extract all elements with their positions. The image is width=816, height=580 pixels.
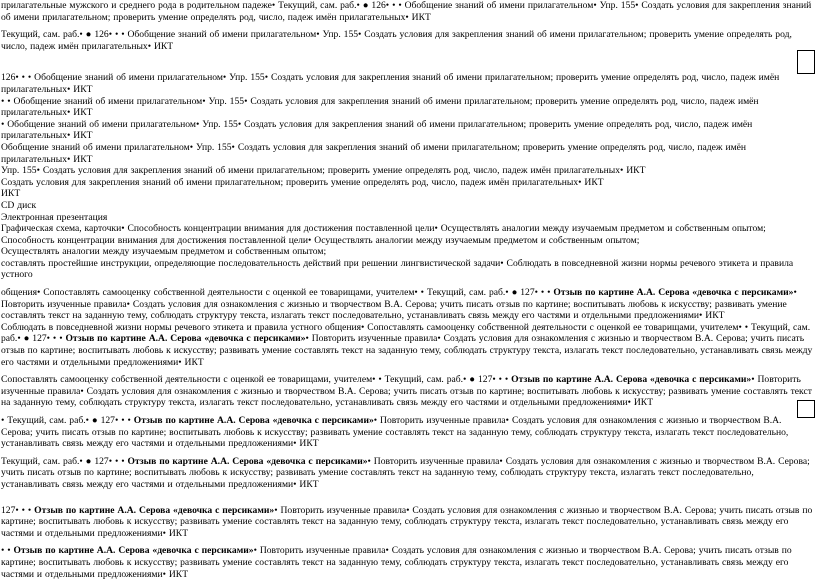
paragraph: ИКТ	[1, 188, 21, 200]
paragraph: Соблюдать в повседневной жизни нормы речевого этикета и правила устного общения• Сопоставлять самооценку собственной деятельности с оценкой ее товарищами, учителем• • Текущий, сам.	[1, 321, 811, 333]
paragraph: • Обобщение знаний об имени прилагательном• Упр. 155• Создать условия для закрепления знаний об имени прилагательном; проверить умение определять род, число, падеж имён прилагательных• ИКТ	[1, 118, 753, 142]
frame-box	[797, 50, 815, 74]
paragraph: Электронная презентация	[1, 211, 108, 223]
paragraph: Обобщение знаний об имени прилагательном• Упр. 155• Создать условия для закрепления знаний об имени прилагательном; проверить умение определять род, число, падеж имён прилагательных• ИКТ	[1, 141, 747, 165]
paragraph: Текущий, сам. раб.• ● 127• • • Отзыв по картине А.А. Серова «девочка с персиками»• Повторить изученные правила• Создать условия для ознакомления с жизнью и творчеством В.А. Серова; учить писать отзыв по картине; воспитывать любовь к искусству; развивать умение составлять текст на заданную тему, соблюдать структуру текста, излагать текст последовательно, устанавливать связь между его частями и отдельными предложениями• ИКТ	[1, 455, 810, 490]
paragraph: общения• Сопоставлять самооценку собственной деятельности с оценкой ее товарищами, учителем• • Текущий, сам. раб.• ● 127• • • Отзыв по картине А.А. Серова «девочка с персиками»• Повторить изученные правила• Создать условия для ознакомления с жизнью и творчеством В.А. Серова; учить писать отзыв по картине; воспитывать любовь к искусству; развивать умение составлять текст на заданную тему, соблюдать структуру текста, излагать текст последовательно, устанавливать связь между его частями и отдельными предложениями• ИКТ	[1, 287, 797, 322]
paragraph: Упр. 155• Создать условия для закрепления знаний об имени прилагательном; проверить умение определять род, число, падеж имён прилагательных• ИКТ	[1, 165, 646, 177]
paragraph: Графическая схема, карточки• Способность концентрации внимания для достижения поставленной цели• Осуществлять аналогии между изучаемым предметом и собственным опытом;	[1, 223, 766, 235]
paragraph: Сопоставлять самооценку собственной деятельности с оценкой ее товарищами, учителем• • Текущий, сам. раб.• ● 127• • • Отзыв по картине А.А. Серова «девочка с персиками»• Повторить изученные правила• Создать условия для ознакомления с жизнью и творчеством В.А. Серова; учить писать отзыв по картине; воспитывать любовь к искусству; развивать умение составлять текст на заданную тему, соблюдать структуру текста, излагать текст последовательно, устанавливать связь между его частями и отдельными предложениями• ИКТ	[1, 374, 812, 409]
paragraph: 127• • • Отзыв по картине А.А. Серова «девочка с персиками»• Повторить изученные правила• Создать условия для ознакомления с жизнью и творчеством В.А. Серова; учить писать отзыв по картине; воспитывать любовь к искусству; развивать умение составлять текст на заданную тему, соблюдать структуру текста, излагать текст последовательно, устанавливать связь между его частями и отдельными предложениями• ИКТ	[1, 504, 813, 539]
paragraph: раб.• ● 127• • • Отзыв по картине А.А. Серова «девочка с персиками»• Повторить изученные правила• Создать условия для ознакомления с жизнью и творчеством В.А. Серова; учить писать отзыв по картине; воспитывать любовь к искусству; развивать умение составлять текст на заданную тему, соблюдать структуру текста, излагать текст последовательно, устанавливать связь между его частями и отдельными предложениями• ИКТ	[1, 333, 813, 368]
paragraph: • Текущий, сам. раб.• ● 127• • • Отзыв по картине А.А. Серова «девочка с персиками»• Повторить изученные правила• Создать условия для ознакомления с жизнью и творчеством В.А. Серова; учить писать отзыв по картине; воспитывать любовь к искусству; развивать умение составлять текст на заданную тему, соблюдать структуру текста, излагать текст последовательно, устанавливать связь между его частями и отдельными предложениями• ИКТ	[1, 415, 789, 450]
paragraph: Текущий, сам. раб.• ● 126• • • Обобщение знаний об имени прилагательном• Упр. 155• Создать условия для закрепления знаний об имени прилагательном; проверить умение определять род, число, падеж имён прилагательных• ИКТ	[1, 29, 792, 52]
paragraph: • • Отзыв по картине А.А. Серова «девочка с персиками»• Повторить изученные правила• Создать условия для ознакомления с жизнью и творчеством В.А. Серова; учить писать отзыв по картине; воспитывать любовь к искусству; развивать умение составлять текст на заданную тему, соблюдать структуру текста, излагать текст последовательно, устанавливать связь между его частями и отдельными предложениями• ИКТ	[1, 545, 792, 580]
paragraph: Создать условия для закрепления знаний об имени прилагательном; проверить умение определять род, число, падеж имён прилагательных• ИКТ	[1, 176, 604, 188]
frame-box	[797, 400, 815, 418]
paragraph: Способность концентрации внимания для достижения поставленной цели• Осуществлять аналогии между изучаемым предметом и собственным опытом;	[1, 234, 640, 246]
paragraph: • • Обобщение знаний об имени прилагательном• Упр. 155• Создать условия для закрепления знаний об имени прилагательном; проверить умение определять род, число, падеж имён прилагательных• ИКТ	[1, 95, 759, 119]
paragraph: CD диск	[1, 199, 37, 211]
document-body	[1, 0, 813, 580]
paragraph: Осуществлять аналогии между изучаемым предметом и собственным опытом;	[1, 246, 327, 258]
paragraph: 126• • • Обобщение знаний об имени прилагательном• Упр. 155• Создать условия для закрепления знаний об имени прилагательном; проверить умение определять род, число, падеж имён прилагательных• ИКТ	[1, 72, 780, 95]
paragraph: прилагательные мужского и среднего рода в родительном падеже• Текущий, сам. раб.• ● 126• • • Обобщение знаний об имени прилагательном• Упр. 155• Создать условия для закрепления знаний об имени прилагательном; проверить умение определять род, число, падеж имён прилагательных• ИКТ	[1, 0, 812, 23]
paragraph: составлять простейшие инструкции, определяющие последовательность действий при решении лингвистической задачи• Соблюдать в повседневной жизни нормы речевого этикета и правила устного	[1, 257, 794, 281]
